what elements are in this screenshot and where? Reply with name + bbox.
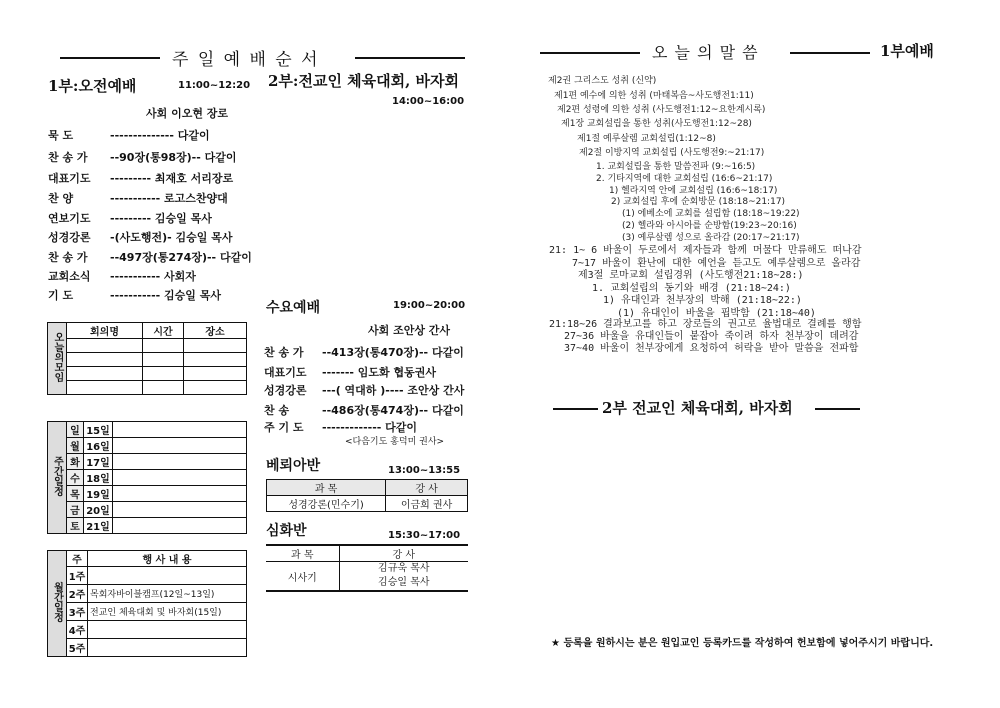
worship-title: 주 일 예 배 순 서 [172,50,320,70]
event: 전교인 체육대회 및 바자회(15일) [88,603,247,621]
event [88,567,247,585]
monthly-header-event: 행 사 내 용 [88,551,247,567]
order-label: 주 기 도 [264,421,304,434]
order-label: 기 도 [48,289,74,302]
word-rule-right [790,52,870,54]
order-item [48,149,253,165]
outline-line: 1. 교회설립의 동기와 배경 (21:18~24:) [592,283,791,294]
weekday: 수 [67,470,84,486]
table-row [48,339,247,353]
outline-line: 21:18~26 결과보고를 하고 장로들의 권고로 율법대로 결례를 행함 [549,319,862,330]
order-label: 대표기도 [264,366,307,379]
table-row [48,367,247,381]
date: 17일 [84,454,113,470]
table-row [48,486,247,502]
table-row [48,603,247,621]
monthly-table [47,550,247,657]
order-label: 찬 송 가 [264,346,304,359]
berea-header-teacher: 강 사 [386,480,468,496]
table-row [48,381,247,395]
date: 18일 [84,470,113,486]
event-rule-right [815,408,860,410]
order-value: ------------- 다같이 [322,421,418,434]
advanced-table [266,544,468,592]
order-value: --486장(통474장)-- 다같이 [322,404,464,417]
order-item [48,170,253,186]
order-item [264,344,469,360]
berea-time: 13:00~13:55 [388,465,461,476]
weekday: 토 [67,518,84,534]
table-row [48,621,247,639]
order-value: --90장(통98장)-- 다같이 [110,151,237,164]
weekly-side-label: 주간일정 [48,422,67,534]
order-item [264,402,469,418]
weekday: 금 [67,502,84,518]
outline-line: 제2절 이방지역 교회설립 (사도행전9:~21:17) [579,148,765,158]
table-row [48,454,247,470]
order-value: --------- 김승일 목사 [110,212,212,225]
wednesday-presider: 사회 조안상 간사 [368,324,451,337]
schedule-cell [113,486,247,502]
weekday: 일 [67,422,84,438]
schedule-cell [113,422,247,438]
berea-header-subject: 과 목 [267,480,386,496]
outline-line: (2) 헬라와 아시아를 순방함(19:23~20:16) [622,221,797,231]
weekday: 월 [67,438,84,454]
wednesday-title: 수요예배 [266,300,321,316]
advanced-title: 심화반 [266,523,307,539]
order-item [264,364,469,380]
berea-teacher: 이금희 권사 [386,496,468,512]
outline-line: 제1편 예수에 의한 성취 (마태복음~사도행전1:11) [554,91,754,101]
service1-presider: 사회 이오현 장로 [146,107,229,120]
order-item [48,287,253,303]
monthly-side-label: 월간일정 [48,551,67,657]
outline-line: 37~40 바울이 천부장에게 요청하여 허락을 받아 말씀을 전파함 [564,343,859,354]
event-rule-left [553,408,598,410]
advanced-header-teacher: 강 사 [339,545,468,562]
order-label: 묵 도 [48,129,74,142]
weekday: 화 [67,454,84,470]
order-value: -------------- 다같이 [110,129,210,142]
title-rule-right [355,57,465,59]
order-label: 찬 송 가 [48,151,88,164]
order-value: ----------- 김승일 목사 [110,289,222,302]
service2-title: 2부:전교인 체육대회, 바자회 [268,72,460,90]
order-value: ------- 임도화 협동권사 [322,366,436,379]
table-row [48,567,247,585]
order-value: ---( 역대하 )---- 조안상 간사 [322,384,465,397]
meeting-header-place: 장소 [184,323,247,339]
date: 15일 [84,422,113,438]
order-label: 대표기도 [48,172,91,185]
outline-line: 제1절 예루살렘 교회설립(1:12~8) [577,134,716,144]
table-row [48,518,247,534]
order-label: 찬 양 [48,192,74,205]
berea-title: 베뢰아반 [266,458,321,474]
event: 목회자바이블캠프(12일~13일) [88,585,247,603]
schedule-cell [113,454,247,470]
outline-line: 27~36 바울을 유대인들이 붙잡아 죽이려 하자 천부장이 데려감 [564,331,859,342]
meeting-header-time: 시간 [143,323,184,339]
table-row [48,585,247,603]
order-value: ----------- 사회자 [110,270,196,283]
outline-line: 1) 헬라지역 안에 교회설립 (16:6~18:17) [609,186,778,196]
order-value: --413장(통470장)-- 다같이 [322,346,464,359]
schedule-cell [113,502,247,518]
meeting-header-name: 회의명 [67,323,143,339]
outline-line: 1. 교회설립을 통한 말씀전파 (9:~16:5) [596,162,756,172]
outline-line: 제2편 성령에 의한 성취 (사도행전1:12~요한계시록) [557,105,766,115]
word-title: 오 늘 의 말 씀 [652,43,759,62]
service1-title: 1부:오전예배 [48,77,137,95]
week: 3주 [67,603,88,621]
outline-line: 21: 1~ 6 바울이 두로에서 제자들과 함께 머물다 만류해도 떠나감 [549,245,862,256]
outline-line: 2) 교회설립 후에 순회방문 (18:18~21:17) [611,197,786,207]
monthly-header-week: 주 [67,551,88,567]
wednesday-time: 19:00~20:00 [393,300,466,311]
outline-line: 제1장 교회설립을 통한 성취(사도행전1:12~28) [561,119,752,129]
table-row [48,639,247,657]
weekly-table [47,421,247,534]
event [88,639,247,657]
order-label: 찬 송 가 [48,251,88,264]
weekday: 목 [67,486,84,502]
week: 5주 [67,639,88,657]
order-label: 연보기도 [48,212,91,225]
order-value: --497장(통274장)-- 다같이 [110,251,252,264]
advanced-header-subject: 과 목 [266,545,339,562]
outline-line: 7~17 바울이 환난에 대한 예언을 듣고도 예루살렘으로 올라감 [572,258,861,269]
event [88,621,247,639]
order-label: 교회소식 [48,270,91,283]
outline-line: 제3절 로마교회 설립경위 (사도행전21:18~28:) [578,270,804,281]
advanced-subject: 시사기 [266,562,339,592]
order-item [264,419,469,435]
registration-notice: ★ 등록을 원하시는 분은 원입교인 등록카드를 작성하여 헌보함에 넣어주시기 바랍니다. [551,638,934,649]
date: 16일 [84,438,113,454]
order-item [48,268,253,284]
word-service: 1부예배 [880,42,934,60]
outline-line: (1) 유대인이 바울을 핍박함 (21:18~40) [617,308,816,319]
table-row [48,353,247,367]
order-item [48,190,253,206]
order-item [48,127,253,143]
outline-line: 2. 기타지역에 대한 교회설립 (16:6~21:17) [596,174,773,184]
order-item [264,382,469,398]
service1-time: 11:00~12:20 [178,80,251,91]
advanced-teacher-2: 김승일 목사 [378,577,430,588]
title-rule-left [60,57,160,59]
order-label: 성경강론 [48,231,91,244]
date: 20일 [84,502,113,518]
order-item [48,249,253,265]
advanced-teacher-1: 김규욱 목사 [378,563,430,574]
outline-line: 1) 유대인과 천부장의 박해 (21:18~22:) [603,295,802,306]
schedule-cell [113,438,247,454]
date: 19일 [84,486,113,502]
order-item [48,210,253,226]
order-value: -(사도행전)- 김승일 목사 [110,231,233,244]
meeting-table [47,322,247,395]
outline-line: 제2권 그리스도 성취 (신약) [548,76,657,86]
schedule-cell [113,518,247,534]
order-value: --------- 최재호 서리장로 [110,172,234,185]
advanced-time: 15:30~17:00 [388,530,461,541]
wednesday-note: <다음기도 홍덕미 권사> [345,437,445,447]
word-rule-left [540,52,640,54]
order-label: 성경강론 [264,384,307,397]
order-value: ----------- 로고스찬양대 [110,192,228,205]
week: 2주 [67,585,88,603]
event-title: 2부 전교인 체육대회, 바자회 [602,399,793,417]
schedule-cell [113,470,247,486]
table-row [48,470,247,486]
outline-line: (3) 예루살렘 성으로 올라감 (20:17~21:17) [622,233,800,243]
table-row [48,502,247,518]
service2-time: 14:00~16:00 [392,96,465,107]
date: 21일 [84,518,113,534]
table-row [48,422,247,438]
berea-subject: 성경강론(민수기) [267,496,386,512]
berea-table [266,479,468,512]
week: 4주 [67,621,88,639]
outline-line: (1) 에베소에 교회를 설립함 (18:18~19:22) [622,209,800,219]
order-label: 찬 송 [264,404,290,417]
order-item [48,229,253,245]
table-row [48,438,247,454]
meeting-side-label: 오늘의모임 [48,323,67,395]
week: 1주 [67,567,88,585]
